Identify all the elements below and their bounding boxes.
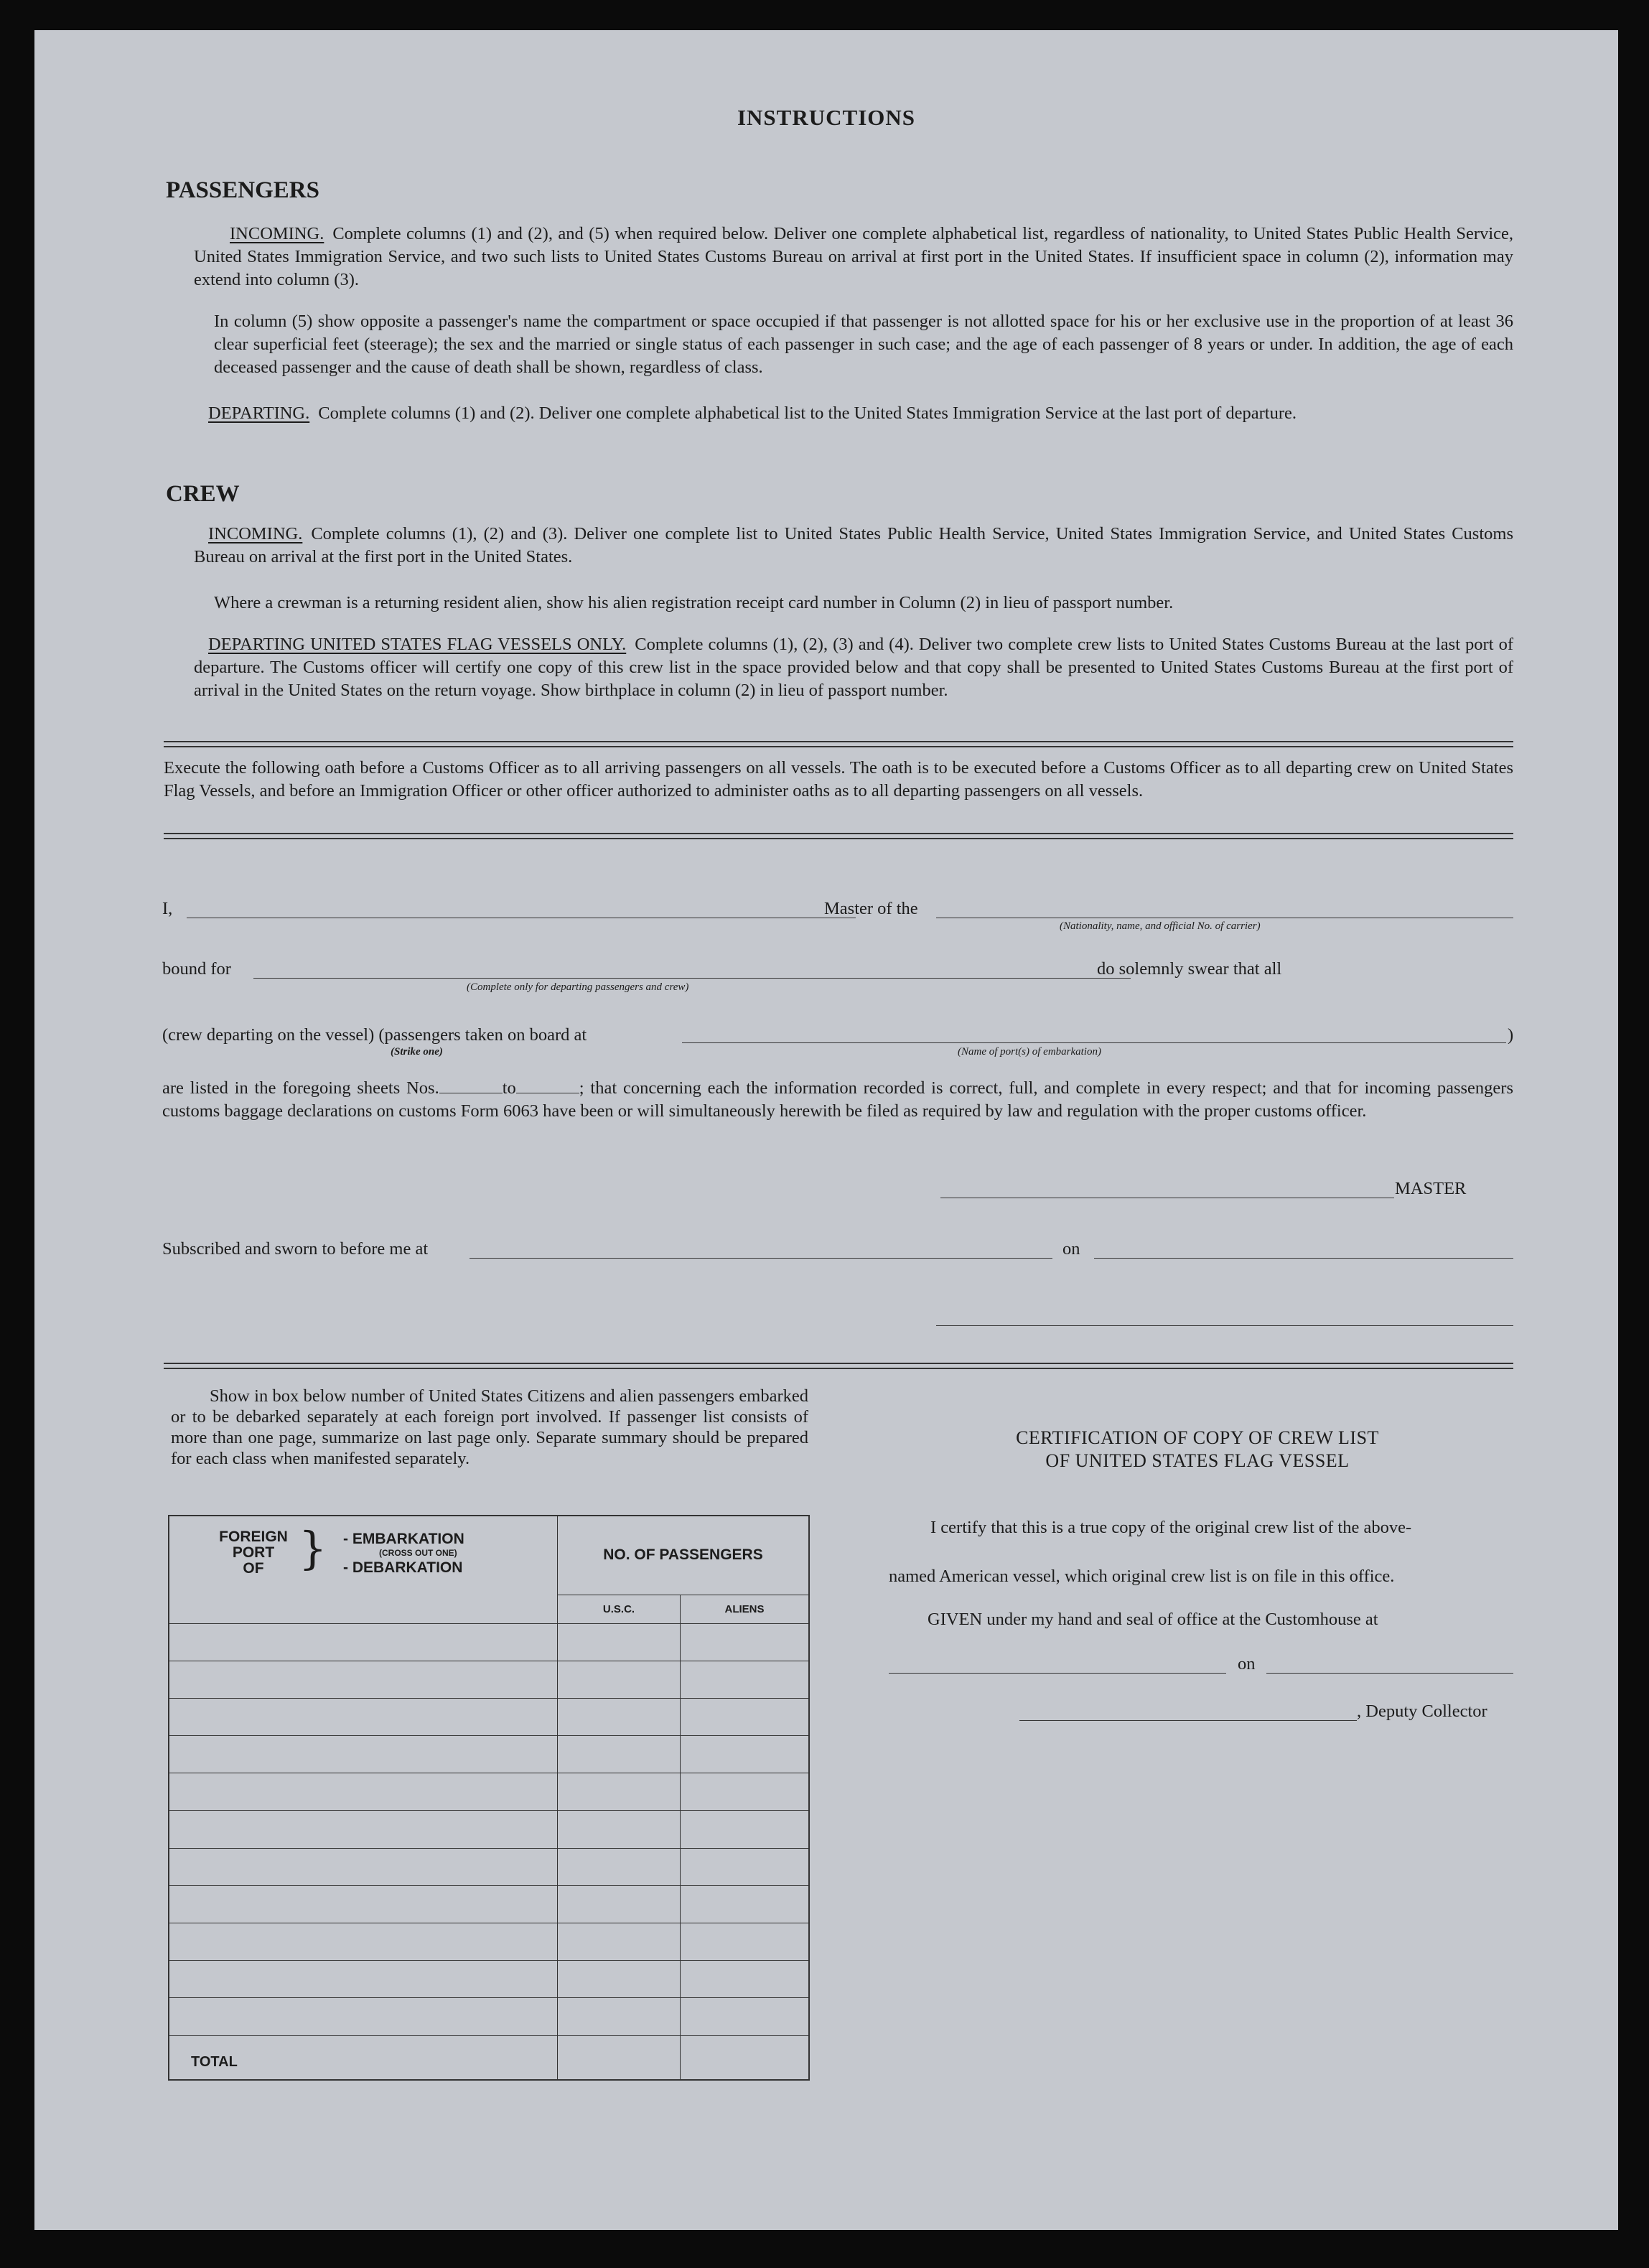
listed-prefix: are listed in the foregoing sheets Nos. bbox=[162, 1078, 439, 1098]
sheet-to-field[interactable] bbox=[516, 1078, 579, 1093]
page-title: INSTRUCTIONS bbox=[737, 105, 915, 130]
aliens-cell[interactable] bbox=[681, 1773, 810, 1811]
deputy-collector-field[interactable] bbox=[1019, 1720, 1357, 1721]
passengers-incoming-label: INCOMING. bbox=[230, 224, 324, 243]
aliens-cell[interactable] bbox=[681, 1736, 810, 1773]
aliens-cell[interactable] bbox=[681, 1885, 810, 1923]
aliens-cell[interactable] bbox=[681, 1811, 810, 1848]
crew-heading: CREW bbox=[166, 481, 240, 507]
cross-out-label: (CROSS OUT ONE) bbox=[379, 1548, 457, 1558]
form-sheet bbox=[34, 30, 1618, 2230]
bound-for-label: bound for bbox=[162, 959, 231, 979]
port-cell[interactable] bbox=[169, 1848, 558, 1885]
port-cell[interactable] bbox=[169, 1961, 558, 1998]
oath-i-label: I, bbox=[162, 899, 173, 918]
debarkation-label: - DEBARKATION bbox=[343, 1559, 463, 1576]
listed-paragraph bbox=[162, 1077, 1513, 1123]
officer-signature-field[interactable] bbox=[936, 1325, 1513, 1326]
subscribed-date-field[interactable] bbox=[1094, 1258, 1513, 1259]
aliens-cell[interactable] bbox=[681, 1661, 810, 1698]
total-aliens-cell[interactable] bbox=[681, 2035, 810, 2080]
subscribed-place-field[interactable] bbox=[470, 1258, 1052, 1259]
port-cell[interactable] bbox=[169, 1885, 558, 1923]
usc-header: U.S.C. bbox=[558, 1595, 681, 1623]
section-divider-top bbox=[164, 741, 1513, 747]
usc-cell[interactable] bbox=[558, 1998, 681, 2035]
given-line: GIVEN under my hand and seal of office at the Customhouse at bbox=[928, 1610, 1378, 1629]
total-label: TOTAL bbox=[169, 2035, 558, 2080]
port-cell[interactable] bbox=[169, 1736, 558, 1773]
passengers-heading: PASSENGERS bbox=[166, 177, 319, 203]
foreign-label: FOREIGN bbox=[219, 1529, 288, 1545]
usc-cell[interactable] bbox=[558, 1623, 681, 1661]
listed-suffix: ; that concerning each the information recorded is correct, full, and complete in every respect; and that for incoming passengers customs baggage declarations on customs Form 6063 have been or will simultaneously herewith be filed as required by law and regulation with the proper customs officer. bbox=[162, 1078, 1513, 1121]
crew-incoming-label: INCOMING. bbox=[208, 524, 303, 543]
passengers-departing-paragraph bbox=[194, 402, 1513, 425]
aliens-cell[interactable] bbox=[681, 1623, 810, 1661]
passengers-column5-paragraph bbox=[214, 310, 1513, 379]
crew-incoming-text: Complete columns (1), (2) and (3). Deliver one complete list to United States Public Health Service, United States Immigration Service, and United States Customs Bureau on arrival at the first port in the United States. bbox=[194, 524, 1513, 566]
strike-one-caption: (Strike one) bbox=[391, 1046, 443, 1058]
deputy-collector-label: , Deputy Collector bbox=[1357, 1702, 1487, 1721]
crew-resident-paragraph bbox=[214, 592, 1513, 615]
port-cell[interactable] bbox=[169, 1773, 558, 1811]
port-cell[interactable] bbox=[169, 1698, 558, 1735]
certify-line2: named American vessel, which original crew list is on file in this office. bbox=[889, 1567, 1395, 1586]
usc-cell[interactable] bbox=[558, 1811, 681, 1848]
bleed-through-text bbox=[1391, 231, 1607, 2170]
passengers-incoming-text: Complete columns (1) and (2), and (5) when required below. Deliver one complete alphabetical list, regardless of nationality, to United States Public Health Service, United States Immigration Service, and two such lists to United States Customs Bureau on arrival at first port in the United States. If insufficient space in column (2), information may extend into column (3). bbox=[194, 224, 1513, 289]
passengers-departing-text: Complete columns (1) and (2). Deliver one complete alphabetical list to the United States Immigration Service at the last port of departure. bbox=[318, 403, 1297, 423]
aliens-header: ALIENS bbox=[681, 1595, 810, 1623]
usc-cell[interactable] bbox=[558, 1848, 681, 1885]
master-of-label: Master of the bbox=[824, 899, 918, 918]
aliens-cell[interactable] bbox=[681, 1961, 810, 1998]
summary-instructions: Show in box below number of United States Citizens and alien passengers embarked or to be debarked separately at each foreign port involved. If passenger list consists of more than one page, summarize on last page only. Separate summary should be prepared for each class when manifested separately. bbox=[171, 1386, 808, 1468]
usc-cell[interactable] bbox=[558, 1661, 681, 1698]
sheet-from-field[interactable] bbox=[439, 1078, 503, 1093]
crew-resident-text: Where a crewman is a returning resident alien, show his alien registration receipt card number in Column (2) in lieu of passport number. bbox=[214, 593, 1174, 612]
of-label: OF bbox=[243, 1560, 264, 1577]
usc-cell[interactable] bbox=[558, 1698, 681, 1735]
crew-departing-paragraph bbox=[194, 633, 1513, 702]
bound-for-field[interactable] bbox=[253, 978, 1131, 979]
aliens-cell[interactable] bbox=[681, 1698, 810, 1735]
usc-cell[interactable] bbox=[558, 1923, 681, 1960]
certification-on-label: on bbox=[1238, 1654, 1256, 1674]
aliens-cell[interactable] bbox=[681, 1923, 810, 1960]
usc-cell[interactable] bbox=[558, 1885, 681, 1923]
customhouse-field[interactable] bbox=[889, 1673, 1226, 1674]
port-cell[interactable] bbox=[169, 1811, 558, 1848]
complete-caption: (Complete only for departing passengers and crew) bbox=[467, 981, 689, 993]
certification-title-line2: OF UNITED STATES FLAG VESSEL bbox=[1045, 1450, 1350, 1471]
total-usc-cell[interactable] bbox=[558, 2035, 681, 2080]
passengers-departing-label: DEPARTING. bbox=[208, 403, 310, 423]
passengers-column5-text: In column (5) show opposite a passenger's name the compartment or space occupied if that passenger is not allotted space for his or her exclusive use in the proportion of at least 36 clear superficial feet (steerage); the sex and the married or single status of each passenger in such case; and the age of each passenger of 8 years or under. In addition, the age of each deceased passenger and the cause of death shall be shown, regardless of class. bbox=[214, 312, 1513, 377]
listed-to-label: to bbox=[502, 1078, 516, 1098]
master-label: MASTER bbox=[1395, 1179, 1467, 1198]
certification-title-line1: CERTIFICATION OF COPY OF CREW LIST bbox=[1016, 1427, 1379, 1448]
usc-cell[interactable] bbox=[558, 1961, 681, 1998]
subscribed-label: Subscribed and sworn to before me at bbox=[162, 1239, 429, 1259]
close-paren: ) bbox=[1508, 1025, 1514, 1045]
oath-intro-paragraph: Execute the following oath before a Customs Officer as to all arriving passengers on all vessels. The oath is to be executed before a Customs Officer as to all departing crew on United States Flag Vessels, and before an Immigration Officer or other officer authorized to administer oaths as to all departing passengers on all vessels. bbox=[164, 758, 1513, 801]
carrier-caption: (Nationality, name, and official No. of carrier) bbox=[1060, 920, 1261, 932]
section-divider-bottom bbox=[164, 1363, 1513, 1369]
aliens-cell[interactable] bbox=[681, 1998, 810, 2035]
port-cell[interactable] bbox=[169, 1623, 558, 1661]
embarkation-label: - EMBARKATION bbox=[343, 1531, 464, 1547]
port-cell[interactable] bbox=[169, 1923, 558, 1960]
crew-departing-text: Complete columns (1), (2), (3) and (4). Deliver two complete crew lists to United States Customs Bureau at the last port of departure. The Customs officer will certify one copy of this crew list in the space provided below and that copy shall be presented to United States Customs Bureau at the first port of arrival in the United States on the return voyage. Show birthplace in column (2) in lieu of passport number. bbox=[194, 635, 1513, 700]
aliens-cell[interactable] bbox=[681, 1848, 810, 1885]
port-header-cell bbox=[169, 1516, 558, 1623]
certify-line1: I certify that this is a true copy of the original crew list of the above- bbox=[930, 1518, 1412, 1537]
crew-departing-label: DEPARTING UNITED STATES FLAG VESSELS ONLY. bbox=[208, 635, 627, 654]
crew-departing-label-text: (crew departing on the vessel) (passengers taken on board at bbox=[162, 1025, 587, 1045]
port-caption: (Name of port(s) of embarkation) bbox=[958, 1046, 1101, 1058]
usc-cell[interactable] bbox=[558, 1736, 681, 1773]
brace-glyph: } bbox=[299, 1522, 327, 1574]
port-of-embarkation-field[interactable] bbox=[682, 1042, 1506, 1043]
passengers-incoming-paragraph bbox=[194, 223, 1513, 291]
subscribed-on-label: on bbox=[1062, 1239, 1080, 1259]
port-cell[interactable] bbox=[169, 1661, 558, 1698]
section-divider-oath bbox=[164, 833, 1513, 839]
port-label: PORT bbox=[232, 1544, 275, 1561]
usc-cell[interactable] bbox=[558, 1773, 681, 1811]
crew-incoming-paragraph bbox=[194, 523, 1513, 569]
swear-label: do solemnly swear that all bbox=[1097, 959, 1282, 979]
passenger-summary-table bbox=[168, 1515, 810, 2081]
certification-date-field[interactable] bbox=[1266, 1673, 1513, 1674]
port-cell[interactable] bbox=[169, 1998, 558, 2035]
no-passengers-header: NO. OF PASSENGERS bbox=[558, 1516, 810, 1595]
